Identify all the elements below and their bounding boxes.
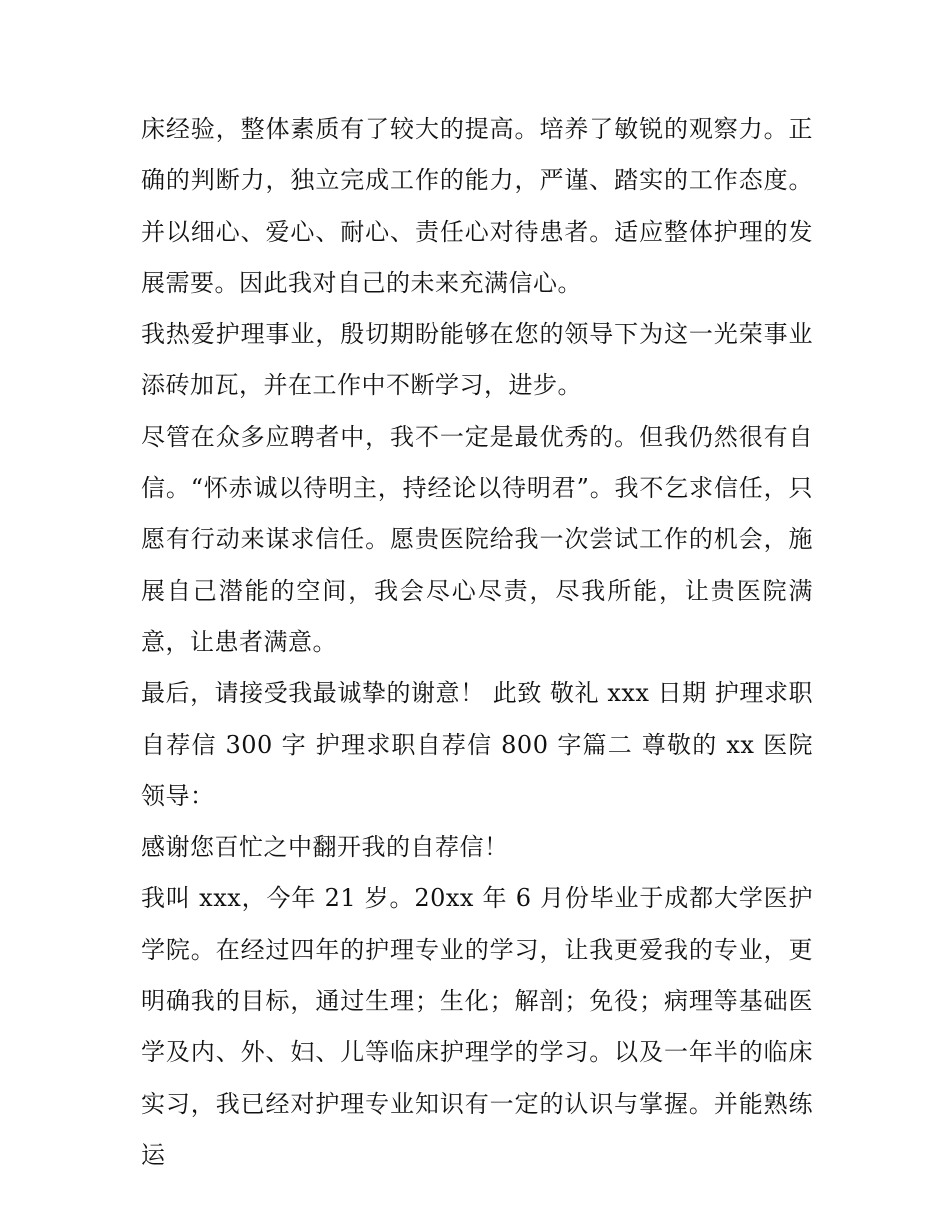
paragraph-love-nursing: 我热爱护理事业，殷切期盼能够在您的领导下为这一光荣事业添砖加瓦，并在工作中不断学习，进步。 <box>141 320 813 400</box>
paragraph-confidence: 尽管在众多应聘者中，我不一定是最优秀的。但我仍然很有自信。“怀赤诚以待明主，持经论以待明君”。我不乞求信任，只愿有行动来谋求信任。愿贵医院给我一次尝试工作的机会，施展自己潜能的空间，我会尽心尽责，尽我所能，让贵医院满意，让患者满意。 <box>141 422 813 656</box>
paragraph-introduction: 我叫 xxx，今年 21 岁。20xx 年 6 月份毕业于成都大学医护学院。在经过四年的护理专业的学习，让我更爱我的专业，更明确我的目标，通过生理；生化；解剖；免役；病理等基础医学及内、外、妇、儿等临床护理学的学习。以及一年半的临床实习，我已经对护理专业知识有一定的认识与掌握。并能熟练运 <box>141 884 813 1169</box>
paragraph-closing-and-second-letter: 最后，请接受我最诚挚的谢意！ 此致 敬礼 xxx 日期 护理求职自荐信 300 字 护理求职自荐信 800 字篇二 尊敬的 xx 医院领导： <box>141 679 813 810</box>
paragraph-clinical-experience: 床经验，整体素质有了较大的提高。培养了敏锐的观察力。正确的判断力，独立完成工作的能力，严谨、踏实的工作态度。并以细心、爱心、耐心、责任心对待患者。适应整体护理的发展需要。因此我对自己的未来充满信心。 <box>141 115 813 297</box>
paragraph-thanks: 感谢您百忙之中翻开我的自荐信！ <box>141 833 509 862</box>
document-body <box>141 104 813 1181</box>
